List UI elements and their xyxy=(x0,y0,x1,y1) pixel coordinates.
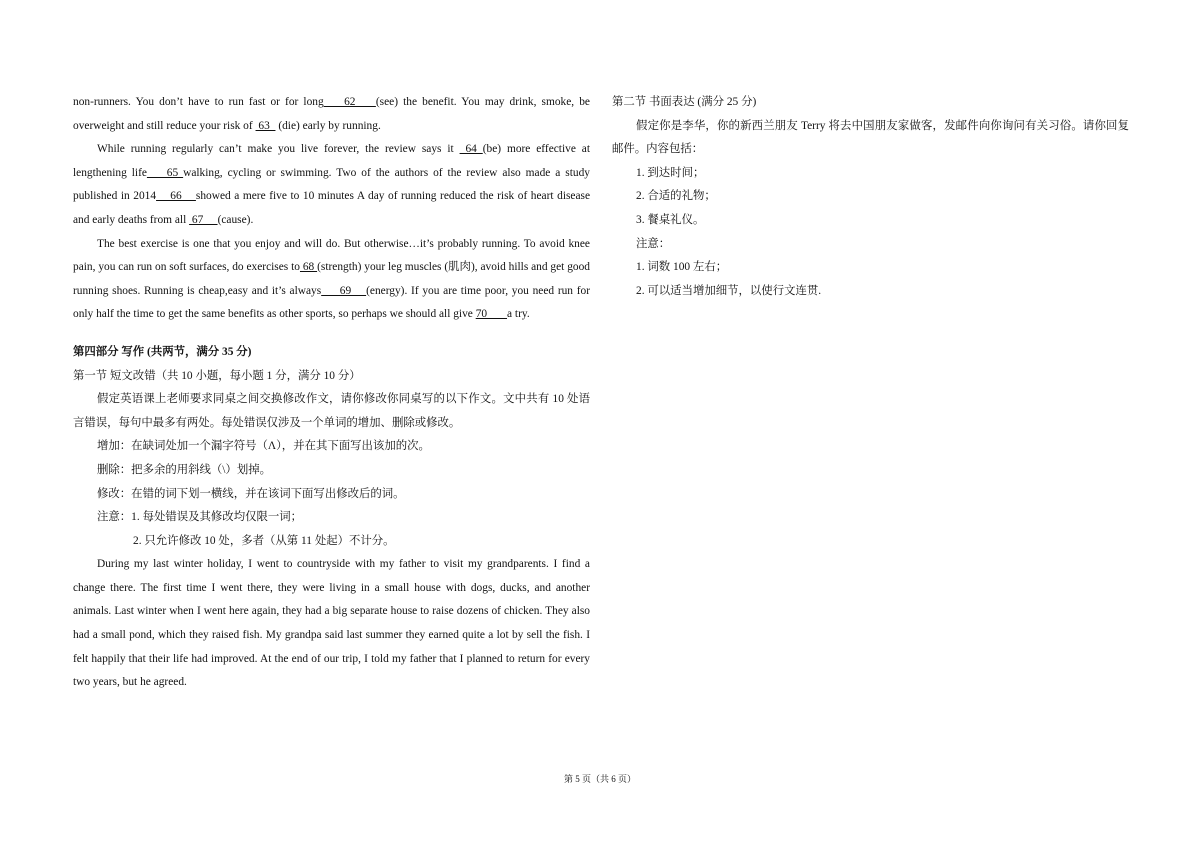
note-title: 注意： xyxy=(636,237,671,250)
text: walking, cycling or swimming. Two of the authors of the review also made a study published in 2014 xyxy=(73,166,590,203)
content-item-3: 3. 餐桌礼仪。 xyxy=(636,213,705,226)
text: The best exercise is one that you enjoy and will do. But otherwise…it’s probably running. To avoid knee pain, you can run on soft surfaces, do exercises to xyxy=(73,237,590,274)
blank-69: 69 xyxy=(321,284,367,297)
text: non-runners. You don’t have to run fast or for long xyxy=(73,96,324,108)
text: (die) early by running. xyxy=(275,119,381,132)
blank-65: 65 xyxy=(146,166,184,179)
instruction-add: 增加：在缺词处加一个漏字符号（Λ），并在其下面写出该加的次。 xyxy=(97,440,430,453)
instruction-delete: 删除：把多余的用斜线（\）划掉。 xyxy=(97,463,272,476)
text: (cause). xyxy=(217,213,254,226)
page-footer: 第 5 页（共 6 页） xyxy=(563,774,636,784)
left-column xyxy=(73,91,590,695)
blank-63: 63 xyxy=(255,119,276,132)
cloze-paragraph-2 xyxy=(73,138,590,232)
right-column xyxy=(612,91,1129,303)
part4-title: 第四部分 写作 (共两节，满分 35 分) xyxy=(73,345,252,358)
instruction-modify: 修改：在错的词下划一横线，并在该词下面写出修改后的词。 xyxy=(97,487,405,500)
text: (energy). If you are time poor, you need run for only half the time to get the same benefits as other sports, so perhaps we should all give xyxy=(73,284,591,321)
content-item-1: 1. 到达时间； xyxy=(636,166,705,179)
note-1: 注意：1. 每处错误及其修改均仅限一词； xyxy=(97,511,303,524)
blank-64: 64 xyxy=(459,143,483,156)
section2-title: 第二节 书面表达 (满分 25 分) xyxy=(612,96,757,108)
note-2: 2. 只允许修改 10 处，多者（从第 11 处起）不计分。 xyxy=(133,534,395,547)
blank-66: 66 xyxy=(156,190,196,203)
section1-title: 第一节 短文改错（共 10 小题，每小题 1 分，满分 10 分） xyxy=(73,369,361,382)
text: (see) the benefit. You may drink, smoke, be overweight and still reduce your risk of xyxy=(73,96,590,132)
instructions: 假定英语课上老师要求同桌之间交换修改作文，请你修改你同桌写的以下作文。文中共有 10 处语言错误，每句中最多有两处。每处错误仅涉及一个单词的增加、删除或修改。 xyxy=(73,393,590,429)
writing-prompt: 假定你是李华，你的新西兰朋友 Terry 将去中国朋友家做客，发邮件向你询问有关习俗。请你回复邮件。内容包括： xyxy=(612,119,1129,156)
note-item-2: 2. 可以适当增加细节，以使行文连贯. xyxy=(636,284,822,297)
text: While running regularly can’t make you live forever, the review says it xyxy=(97,143,460,156)
blank-70: 70 xyxy=(475,308,508,321)
blank-62: 62 xyxy=(323,96,376,108)
blank-68: 68 xyxy=(299,261,318,274)
text: a try. xyxy=(507,308,530,321)
cloze-paragraph-1 xyxy=(73,91,590,138)
text: (strength) your leg muscles (肌肉), avoid hills and get good running shoes. Running is cheap,easy and it’s always xyxy=(73,261,590,297)
content-item-2: 2. 合适的礼物； xyxy=(636,190,716,203)
note-item-1: 1. 词数 100 左右； xyxy=(636,261,728,274)
blank-67: 67 xyxy=(189,213,218,226)
essay-text: During my last winter holiday, I went to countryside with my father to visit my grandparents. I find a change there. The first time I went there, they were living in a small house with dogs, ducks, and another animals. Last winter when I went here again, they had a big separate house to raise dozens of chicken. They also had a small pond, which they raised fish. My grandpa said last summer they earned quite a lot by sell the fish. I felt happily that their life had improved. At the end of our trip, I told my father that I planned to return for every two years, but he agreed. xyxy=(73,558,590,689)
cloze-paragraph-3 xyxy=(73,233,590,327)
text: showed a mere five to 10 minutes A day of running reduced the risk of heart disease and early deaths from all xyxy=(73,190,591,226)
text: (be) more effective at lengthening life xyxy=(73,143,590,179)
